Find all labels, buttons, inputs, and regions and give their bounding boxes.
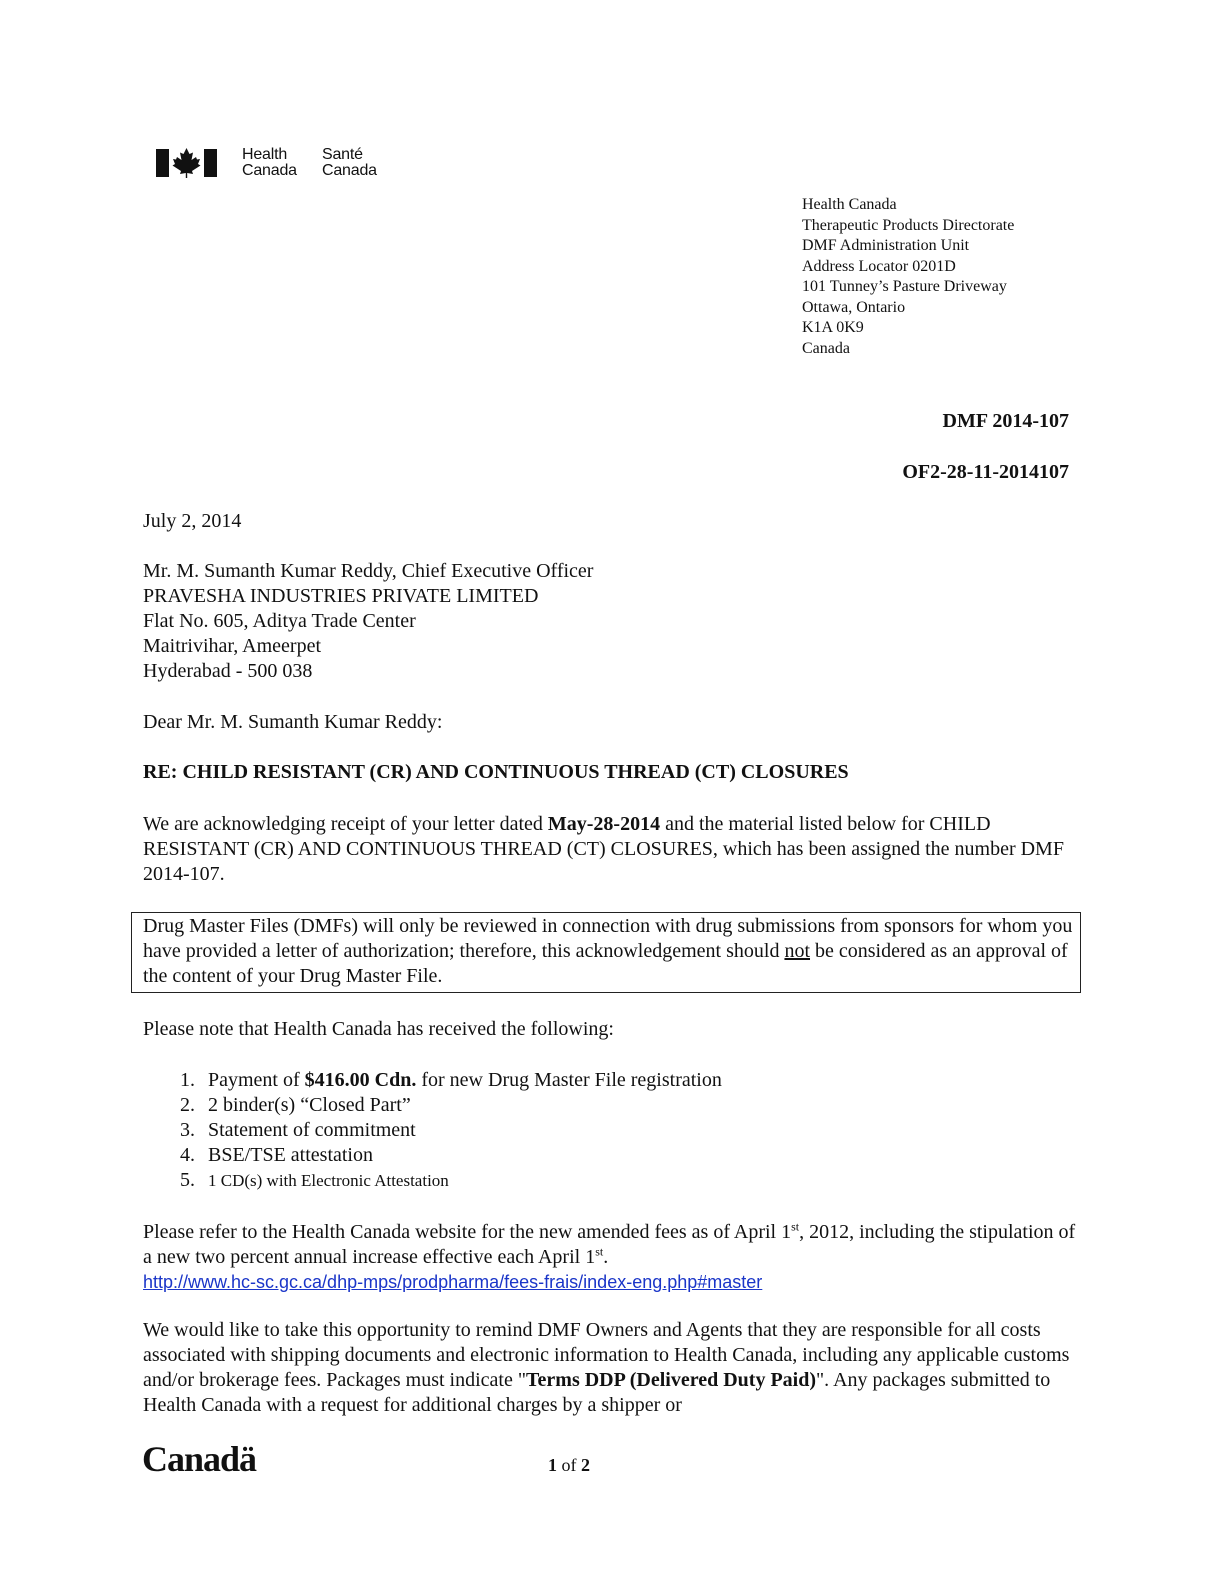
shipping-text: ". Any packages submitted to Health Canada with a request for additional charges by a shipper or [143,1369,1051,1416]
list-text: Statement of commitment [208,1119,416,1141]
ack-letter-date: May-28-2014 [547,813,661,835]
recipient-line: Flat No. 605, Aditya Trade Center [143,610,416,632]
fees-text: . [603,1246,609,1268]
page-number [548,1455,590,1476]
notice-underlined: not [784,940,811,962]
list-number: 3. [180,1119,195,1141]
list-number: 4. [180,1144,195,1166]
fees-sup: st [791,1219,800,1234]
list-text: BSE/TSE attestation [208,1144,373,1166]
address-line: Therapeutic Products Directorate [802,216,1015,234]
fees-website-link[interactable]: http://www.hc-sc.gc.ca/dhp-mps/prodpharma/fees-frais/index-eng.php#master [143,1272,763,1292]
recipient-line: PRAVESHA INDUSTRIES PRIVATE LIMITED [143,585,539,607]
notice-paragraph [143,914,1073,989]
list-item [173,1068,973,1093]
logo-french [322,147,377,179]
file-number: OF2-28-11-2014107 [902,461,1069,483]
logo-english-line: Health [242,146,288,163]
list-item [173,1168,973,1193]
list-item [173,1118,973,1143]
list-number: 5. [180,1169,195,1191]
address-line: Canada [802,339,850,357]
logo-french-line: Santé [322,146,363,163]
list-item [173,1143,973,1168]
payment-amount: $416.00 Cdn. [304,1069,417,1091]
address-line: DMF Administration Unit [802,237,970,254]
recipient-address [143,559,1083,684]
notice-text: Drug Master Files (DMFs) will only be reviewed in connection with drug submissions from sponsors for whom you have provided a letter of authorization; therefore, this acknowledgement should [143,915,1073,962]
health-canada-logo [156,146,377,179]
logo-english [242,147,297,179]
fees-text: Please refer to the Health Canada website for the new amended fees as of April 1 [143,1221,792,1243]
logo-english-line: Canada [242,162,297,179]
address-line: K1A 0K9 [802,319,864,336]
logo-french-line: Canada [322,162,377,179]
canada-wordmark: Canadä [142,1439,257,1479]
list-text: Payment of [208,1069,305,1091]
subject-line: RE: CHILD RESISTANT (CR) AND CONTINUOUS THREAD (CT) CLOSURES [143,761,849,783]
ack-text: We are acknowledging receipt of your letter dated [143,813,548,835]
address-line: Ottawa, Ontario [802,298,906,316]
address-line: 101 Tunney’s Pasture Driveway [802,278,1007,295]
page-of: of [561,1455,577,1475]
shipping-paragraph [143,1318,1083,1418]
address-line: Health Canada [802,196,897,213]
list-text: for new Drug Master File registration [416,1069,722,1091]
list-text: 1 CD(s) with Electronic Attestation [208,1171,449,1190]
notice-text: be considered as an approval of the content of your Drug Master File. [143,940,1068,987]
ack-text: and the material listed below for CHILD RESISTANT (CR) AND CONTINUOUS THREAD (CT) CLOSURES, which has been assigned the number DMF 2014-107. [143,813,1064,885]
recipient-line: Maitrivihar, Ameerpet [143,635,322,657]
fees-sup: st [595,1244,604,1259]
received-intro: Please note that Health Canada has received the following: [143,1018,614,1040]
dmf-number: DMF 2014-107 [942,410,1069,432]
shipping-terms: Terms DDP (Delivered Duty Paid) [526,1369,817,1391]
letter-date: July 2, 2014 [143,510,242,532]
received-list [173,1068,973,1193]
fees-paragraph [143,1220,1083,1295]
address-line: Address Locator 0201D [802,257,956,275]
page-current: 1 [548,1455,557,1475]
canada-flag-icon [156,146,218,178]
acknowledgement-paragraph [143,812,1083,887]
list-text: 2 binder(s) “Closed Part” [208,1094,411,1116]
page-total: 2 [581,1455,590,1475]
shipping-text: We would like to take this opportunity to remind DMF Owners and Agents that they are responsible for all costs associated with shipping documents and electronic information to Health Canada, including any applicable customs and/or brokerage fees. Packages must indicate " [143,1319,1070,1391]
list-number: 2. [180,1094,195,1116]
sender-address [802,195,1014,359]
recipient-line: Mr. M. Sumanth Kumar Reddy, Chief Executive Officer [143,560,594,582]
recipient-line: Hyderabad - 500 038 [143,660,313,682]
list-item [173,1093,973,1118]
list-number: 1. [180,1069,195,1091]
salutation: Dear Mr. M. Sumanth Kumar Reddy: [143,711,443,733]
fees-text: , 2012, including the stipulation of a new two percent annual increase effective each April 1 [143,1221,1076,1268]
